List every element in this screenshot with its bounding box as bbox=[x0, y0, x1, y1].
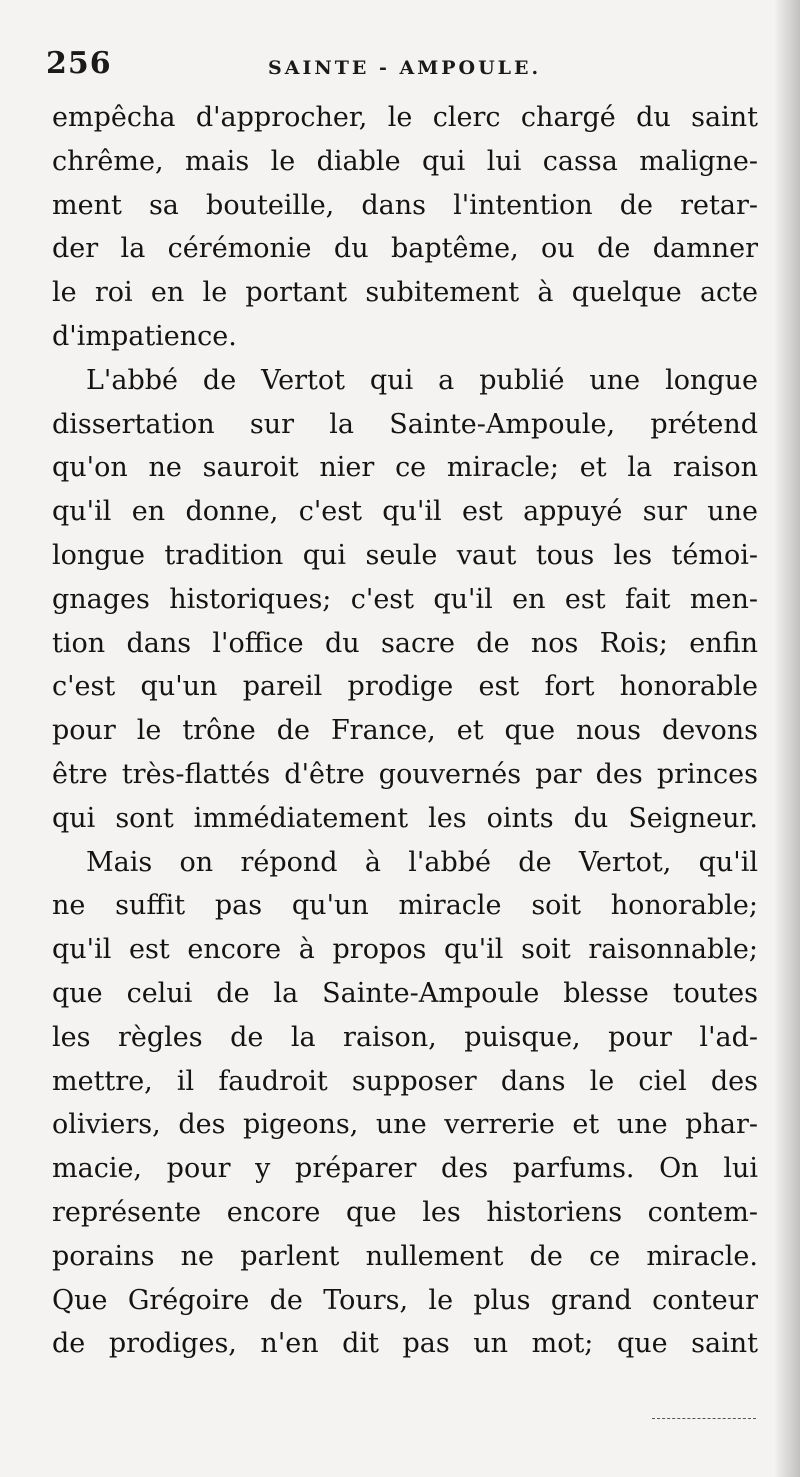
running-head: SAINTE - AMPOULE. bbox=[268, 57, 542, 79]
text-line: qui sont immédiatement les oints du Seigneur. bbox=[52, 802, 758, 834]
text-line: gnages historiques; c'est qu'il en est fait men- bbox=[52, 583, 758, 615]
text-line: chrême, mais le diable qui lui cassa maligne- bbox=[52, 145, 758, 177]
text-line: der la cérémonie du baptême, ou de damner bbox=[52, 233, 758, 265]
text-line: tion dans l'office du sacre de nos Rois; enfin bbox=[52, 627, 758, 659]
text-line: que celui de la Sainte-Ampoule blesse toutes bbox=[52, 977, 758, 1009]
text-line: empêcha d'approcher, le clerc chargé du saint bbox=[52, 102, 758, 133]
page-header bbox=[44, 44, 744, 84]
text-line: qu'il en donne, c'est qu'il est appuyé sur une bbox=[52, 496, 758, 528]
text-line: de prodiges, n'en dit pas un mot; que saint bbox=[52, 1328, 758, 1360]
text-line: Mais on répond à l'abbé de Vertot, qu'il bbox=[86, 846, 758, 878]
text-line: qu'on ne sauroit nier ce miracle; et la raison bbox=[52, 452, 758, 484]
text-line: pour le trône de France, et que nous devons bbox=[52, 715, 758, 747]
text-line: qu'il est encore à propos qu'il soit raisonnable; bbox=[52, 934, 758, 966]
text-line: oliviers, des pigeons, une verrerie et une phar- bbox=[52, 1109, 758, 1141]
page-number: 256 bbox=[46, 46, 112, 81]
text-line: dissertation sur la Sainte-Ampoule, prétend bbox=[52, 408, 758, 440]
text-line: c'est qu'un pareil prodige est fort honorable bbox=[52, 671, 758, 703]
text-line: les règles de la raison, puisque, pour l'ad- bbox=[52, 1021, 758, 1053]
body-text bbox=[52, 96, 758, 1366]
text-line: mettre, il faudroit supposer dans le ciel des bbox=[52, 1065, 758, 1097]
text-line: macie, pour y préparer des parfums. On lui bbox=[52, 1153, 758, 1185]
page-edge-shadow bbox=[774, 0, 800, 1477]
text-line: représente encore que les historiens contem- bbox=[52, 1196, 758, 1228]
bottom-rule-mark bbox=[652, 1418, 756, 1419]
text-line: le roi en le portant subitement à quelque acte bbox=[52, 277, 758, 309]
text-line: ment sa bouteille, dans l'intention de retar- bbox=[52, 189, 758, 221]
text-line: ne suffit pas qu'un miracle soit honorable; bbox=[52, 890, 758, 922]
text-line: L'abbé de Vertot qui a publié une longue bbox=[86, 364, 758, 396]
text-line: d'impatience. bbox=[52, 320, 237, 352]
text-line: Que Grégoire de Tours, le plus grand conteur bbox=[52, 1284, 758, 1316]
text-line: être très-flattés d'être gouvernés par des princes bbox=[52, 758, 758, 790]
text-line: longue tradition qui seule vaut tous les témoi- bbox=[52, 539, 758, 571]
text-line: porains ne parlent nullement de ce miracle. bbox=[52, 1240, 758, 1272]
